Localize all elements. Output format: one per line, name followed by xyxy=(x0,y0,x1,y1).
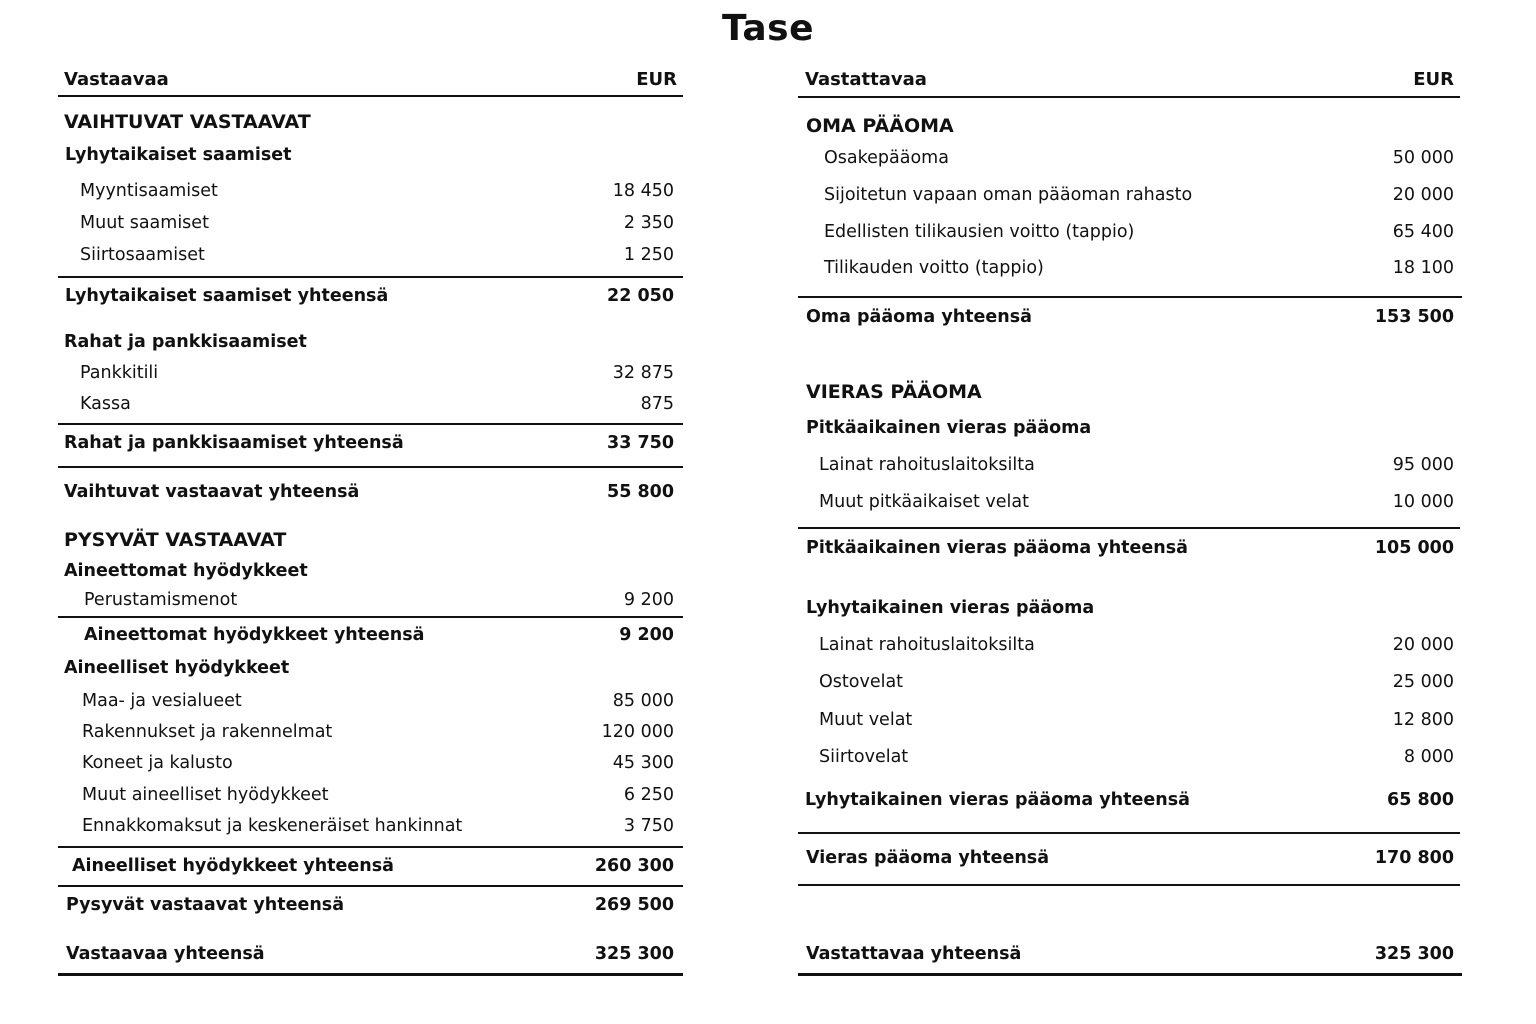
liabilities-header-label: Vastattavaa xyxy=(805,69,927,90)
line-item-value: 12 800 xyxy=(1392,710,1454,730)
section-total-label: Vieras pääoma yhteensä xyxy=(806,848,1050,868)
liabilities-header-currency: EUR xyxy=(1413,69,1454,90)
subtotal-value: 22 050 xyxy=(607,286,674,306)
page-title: Tase xyxy=(721,8,815,49)
line-item-value: 85 000 xyxy=(612,691,674,711)
line-item-value: 95 000 xyxy=(1392,455,1454,475)
subsection-heading: Lyhytaikainen vieras pääoma xyxy=(806,598,1095,618)
section-total-label: Pysyvät vastaavat yhteensä xyxy=(66,895,345,915)
grand-total-label: Vastaavaa yhteensä xyxy=(66,944,265,964)
line-item-value: 18 100 xyxy=(1392,258,1454,278)
line-item-label: Muut velat xyxy=(819,710,913,730)
line-item-value: 45 300 xyxy=(612,753,674,773)
line-item-value: 1 250 xyxy=(623,245,674,265)
subtotal-value: 33 750 xyxy=(607,433,674,453)
subtotal-value: 105 000 xyxy=(1374,538,1454,558)
line-item-value: 6 250 xyxy=(623,785,674,805)
section-heading: PYSYVÄT VASTAAVAT xyxy=(64,529,287,551)
assets-header-currency: EUR xyxy=(636,69,677,90)
line-item-value: 32 875 xyxy=(612,363,674,383)
section-heading: VIERAS PÄÄOMA xyxy=(806,381,982,403)
divider xyxy=(58,616,683,618)
grand-total-label: Vastattavaa yhteensä xyxy=(806,944,1022,964)
line-item-label: Muut aineelliset hyödykkeet xyxy=(82,785,329,805)
grand-total-value: 325 300 xyxy=(1374,944,1454,964)
line-item-label: Koneet ja kalusto xyxy=(82,753,233,773)
section-total-value: 170 800 xyxy=(1374,848,1454,868)
section-total-label: Oma pääoma yhteensä xyxy=(806,307,1032,327)
subtotal-value: 260 300 xyxy=(594,856,674,876)
line-item-value: 120 000 xyxy=(601,722,674,742)
subsection-heading: Lyhytaikaiset saamiset xyxy=(65,145,292,165)
divider xyxy=(58,423,683,425)
line-item-label: Pankkitili xyxy=(80,363,159,383)
line-item-value: 8 000 xyxy=(1403,747,1454,767)
divider xyxy=(58,466,683,468)
line-item-label: Siirtovelat xyxy=(819,747,909,767)
line-item-value: 875 xyxy=(640,394,674,414)
line-item-value: 3 750 xyxy=(623,816,674,836)
assets-header-label: Vastaavaa xyxy=(64,69,169,90)
subsection-heading: Aineelliset hyödykkeet xyxy=(64,658,290,678)
subsection-heading: Pitkäaikainen vieras pääoma xyxy=(806,418,1092,438)
line-item-label: Kassa xyxy=(80,394,131,414)
section-total-value: 153 500 xyxy=(1374,307,1454,327)
section-total-value: 55 800 xyxy=(607,482,674,502)
divider xyxy=(798,884,1460,886)
line-item-value: 25 000 xyxy=(1392,672,1454,692)
subtotal-label: Aineettomat hyödykkeet yhteensä xyxy=(84,625,425,645)
line-item-label: Rakennukset ja rakennelmat xyxy=(82,722,333,742)
line-item-label: Myyntisaamiset xyxy=(80,181,218,201)
line-item-label: Muut saamiset xyxy=(80,213,209,233)
divider xyxy=(798,296,1462,298)
line-item-value: 10 000 xyxy=(1392,492,1454,512)
line-item-label: Tilikauden voitto (tappio) xyxy=(824,258,1044,278)
line-item-label: Lainat rahoituslaitoksilta xyxy=(819,635,1035,655)
subtotal-label: Lyhytaikainen vieras pääoma yhteensä xyxy=(805,790,1190,810)
line-item-label: Siirtosaamiset xyxy=(80,245,205,265)
subtotal-label: Lyhytaikaiset saamiset yhteensä xyxy=(65,286,389,306)
line-item-label: Edellisten tilikausien voitto (tappio) xyxy=(824,222,1135,242)
subtotal-label: Pitkäaikainen vieras pääoma yhteensä xyxy=(806,538,1188,558)
subtotal-label: Rahat ja pankkisaamiset yhteensä xyxy=(64,433,404,453)
divider xyxy=(58,276,683,278)
section-heading: VAIHTUVAT VASTAAVAT xyxy=(64,111,311,133)
grand-total-divider xyxy=(798,973,1462,976)
line-item-value: 18 450 xyxy=(612,181,674,201)
divider xyxy=(798,832,1460,834)
line-item-label: Ostovelat xyxy=(819,672,904,692)
header-divider xyxy=(58,95,683,97)
line-item-value: 65 400 xyxy=(1392,222,1454,242)
line-item-value: 9 200 xyxy=(623,590,674,610)
subtotal-value: 9 200 xyxy=(619,625,674,645)
grand-total-divider xyxy=(58,973,683,976)
line-item-value: 2 350 xyxy=(623,213,674,233)
section-total-value: 269 500 xyxy=(594,895,674,915)
line-item-value: 50 000 xyxy=(1392,148,1454,168)
divider xyxy=(798,527,1460,529)
line-item-label: Muut pitkäaikaiset velat xyxy=(819,492,1029,512)
section-heading: OMA PÄÄOMA xyxy=(806,115,954,137)
subtotal-value: 65 800 xyxy=(1387,790,1454,810)
subtotal-label: Aineelliset hyödykkeet yhteensä xyxy=(72,856,394,876)
header-divider xyxy=(798,96,1460,98)
divider xyxy=(58,885,683,887)
line-item-label: Perustamismenot xyxy=(84,590,238,610)
line-item-value: 20 000 xyxy=(1392,185,1454,205)
line-item-label: Maa- ja vesialueet xyxy=(82,691,242,711)
subsection-heading: Aineettomat hyödykkeet xyxy=(64,561,308,581)
line-item-value: 20 000 xyxy=(1392,635,1454,655)
line-item-label: Lainat rahoituslaitoksilta xyxy=(819,455,1035,475)
line-item-label: Ennakkomaksut ja keskeneräiset hankinnat xyxy=(82,816,463,836)
divider xyxy=(58,846,683,848)
section-total-label: Vaihtuvat vastaavat yhteensä xyxy=(64,482,360,502)
line-item-label: Osakepääoma xyxy=(824,148,949,168)
line-item-label: Sijoitetun vapaan oman pääoman rahasto xyxy=(824,185,1193,205)
grand-total-value: 325 300 xyxy=(594,944,674,964)
subsection-heading: Rahat ja pankkisaamiset xyxy=(64,332,307,352)
